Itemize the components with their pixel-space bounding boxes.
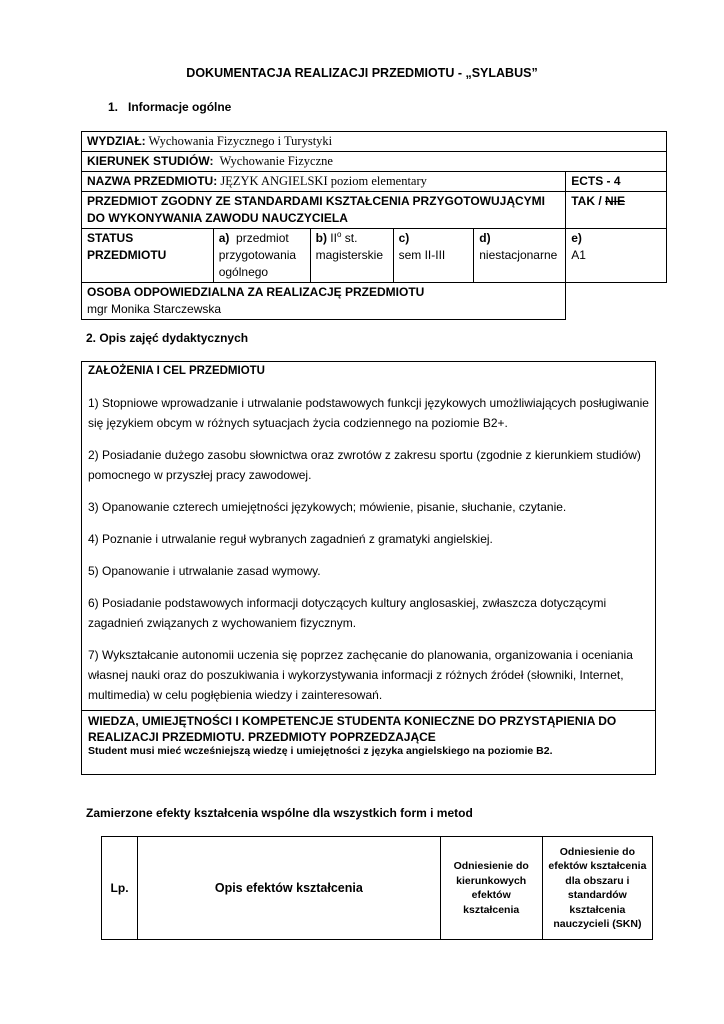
status-c: c) sem II-III [393, 229, 474, 283]
row-osoba [82, 283, 667, 320]
page-title: DOKUMENTACJA REALIZACJI PRZEDMIOTU - „SYLABUS” [186, 66, 538, 80]
goal-item-1: 1) Stopniowe wprowadzanie i utrwalanie podstawowych funkcji językowych umożliwiających posługiwanie się językiem obcym w różnych sytuacjach życia codziennego na poziomie B2+. [88, 396, 649, 430]
status-label: STATUS PRZEDMIOTU [82, 229, 214, 283]
osoba-value: mgr Monika Starczewska [87, 302, 222, 316]
goal-item-2: 2) Posiadanie dużego zasobu słownictwa oraz zwrotów z zakresu sportu (zgodnie z kierunkiem studiów) pomocnego w przyszłej pracy zawodowej. [88, 448, 641, 482]
col-kierunkowe: Odniesienie do kierunkowych efektów kształcenia [440, 837, 542, 940]
goal-item-3: 3) Opanowanie czterech umiejętności językowych; mówienie, pisanie, słuchanie, czytanie. [88, 500, 567, 514]
general-info-table [81, 131, 667, 320]
row-wydzial [82, 132, 667, 152]
osoba-label: OSOBA ODPOWIEDZIALNA ZA REALIZACJĘ PRZEDMIOTU [87, 285, 425, 299]
kierunek-label: KIERUNEK STUDIÓW: [87, 154, 214, 168]
nazwa-label: NAZWA PRZEDMIOTU: [87, 174, 218, 188]
wydzial-value: Wychowania Fizycznego i Turystyki [145, 134, 333, 148]
row-status [82, 229, 667, 283]
requirements-text: Student musi mieć wcześniejszą wiedzę i umiejętności z języka angielskiego na poziomie B2. [88, 745, 553, 757]
goals-header: ZAŁOŻENIA I CEL PRZEDMIOTU [88, 365, 265, 377]
section-heading-course-description: 2. Opis zajęć dydaktycznych [86, 331, 249, 345]
nazwa-value: JĘZYK ANGIELSKI poziom elementary [217, 174, 427, 188]
row-zgodny [82, 192, 667, 229]
zgodny-label: PRZEDMIOT ZGODNY ZE STANDARDAMI KSZTAŁCENIA PRZYGOTOWUJĄCYMI DO WYKONYWANIA ZAWODU NAUCZYCIELA [82, 192, 566, 229]
requirements-header: WIEDZA, UMIEJĘTNOŚCI I KOMPETENCJE STUDENTA KONIECZNE DO PRZYSTĄPIENIA DO REALIZACJI PRZEDMIOTU. PRZEDMIOTY POPRZEDZAJĄCE [88, 714, 617, 744]
tak-text: TAK / [571, 194, 605, 208]
status-a: a) przedmiot przygotowania ogólnego [213, 229, 310, 283]
row-nazwa [82, 172, 667, 192]
goal-item-4: 4) Poznanie i utrwalanie reguł wybranych zagadnień z gramatyki angielskiej. [88, 532, 493, 546]
learning-outcomes-table [101, 836, 653, 940]
status-d: d) niestacjonarne [474, 229, 566, 283]
divider [82, 710, 655, 711]
row-kierunek [82, 152, 667, 172]
tak-nie-cell [566, 192, 667, 229]
nie-text: NIE [605, 194, 626, 208]
col-lp: Lp. [102, 837, 138, 940]
goal-item-5: 5) Opanowanie i utrwalanie zasad wymowy. [88, 564, 321, 578]
course-goals-box [81, 361, 656, 775]
outcomes-header-row [102, 837, 653, 940]
goal-item-7: 7) Wykształcanie autonomii uczenia się poprzez zachęcanie do planowania, organizowania i oceniania własnej nauki oraz do poszukiwania i wykorzystywania informacji z różnych źródeł (słowniki, Internet, multimedia) w celu pogłębienia wiedzy i zainteresowań. [88, 648, 633, 702]
section-heading-general-info: 1. Informacje ogólne [108, 100, 232, 114]
col-skn: Odniesienie do efektów kształcenia dla obszaru i standardów kształcenia nauczycieli (SKN) [542, 837, 652, 940]
section-heading-learning-outcomes: Zamierzone efekty kształcenia wspólne dla wszystkich form i metod [86, 806, 473, 820]
ects-cell: ECTS - 4 [566, 172, 667, 192]
status-e: e) A1 [566, 229, 667, 283]
wydzial-label: WYDZIAŁ: [87, 134, 146, 148]
kierunek-value: Wychowanie Fizyczne [213, 154, 333, 168]
goal-item-6: 6) Posiadanie podstawowych informacji dotyczących kultury anglosaskiej, zwłaszcza dotyczącymi zagadnień związanych z wychowaniem fizycznym. [88, 596, 607, 630]
status-b: b) $II^o$ st. magisterskie [310, 229, 393, 283]
col-opis: Opis efektów kształcenia [138, 837, 441, 940]
